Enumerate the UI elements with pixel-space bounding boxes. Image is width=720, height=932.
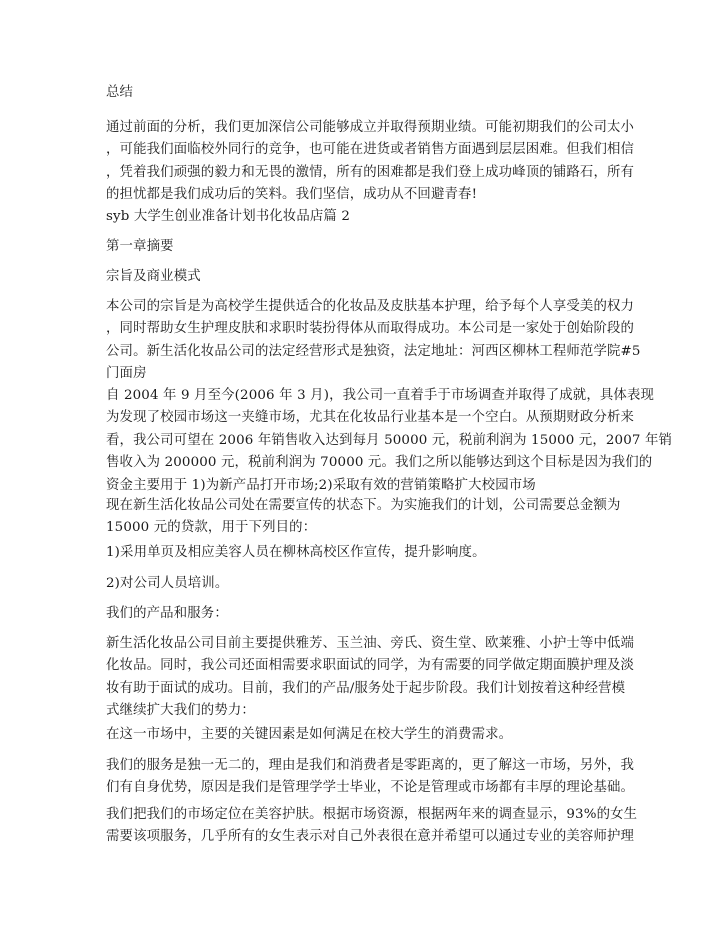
- purpose-item-2: [106, 573, 228, 595]
- text-line: 新生活化妆品公司目前主要提供雅芳、玉兰油、旁氏、资生堂、欧莱雅、小护士等中低端: [106, 636, 635, 651]
- text-line: 为发现了校园市场这一夹缝市场，尤其在化妆品行业基本是一个空白。从预期财政分析来: [106, 410, 635, 426]
- text-line: 通过前面的分析，我们更加深信公司能够成立并取得预期业绩。可能初期我们的公司太小: [106, 120, 635, 135]
- text-line: 门面房: [106, 366, 147, 382]
- text-line: 我们的产品和服务：: [106, 606, 228, 621]
- text-line: 我们的服务是独一无二的，理由是我们和消费者是零距离的，更了解这一市场，另外，我: [106, 758, 635, 773]
- heading-summary: [106, 82, 133, 104]
- service-body: [106, 755, 634, 800]
- text-line: 我们把我们的市场定位在美容护肤。根据市场资源，根据两年来的调查显示，93%的女生: [106, 807, 638, 822]
- history-body: [106, 385, 672, 497]
- text-line: ，可能我们面临校外同行的竞争，也可能在进货或者销售方面遇到层层困难。但我们相信: [106, 142, 635, 158]
- text-line: 需要该项服务，几乎所有的女生表示对自己外表很在意并希望可以通过专业的美容师护理: [106, 829, 635, 845]
- text-line: 总结: [106, 85, 134, 100]
- positioning-body: [106, 804, 637, 849]
- purpose-item-1: [106, 542, 486, 564]
- products-body: [106, 633, 634, 723]
- text-line: 第一章摘要: [106, 239, 174, 254]
- article-title: [106, 206, 350, 228]
- text-line: ，凭着我们顽强的毅力和无畏的激情，所有的困难都是我们登上成功峰顶的铺路石，所有: [106, 164, 635, 180]
- purpose-body: [106, 296, 641, 386]
- funding-body: [106, 495, 621, 540]
- chapter-heading: [106, 236, 174, 258]
- text-line: 本公司的宗旨是为高校学生提供适合的化妆品及皮肤基本护理，给予每个人享受美的权力: [106, 299, 635, 314]
- text-line: 化妆品。同时，我公司还面相需要求职面试的同学，为有需要的同学做定期面膜护理及淡: [106, 658, 635, 674]
- summary-body: [106, 117, 634, 207]
- section-heading-purpose: [106, 266, 201, 288]
- text-line: 的担忧都是我们成功后的笑料。我们坚信，成功从不回避青春!: [106, 187, 478, 203]
- text-line: ，同时帮助女生护理皮肤和求职时装扮得体从而取得成功。本公司是一家处于创始阶段的: [106, 321, 635, 337]
- text-line: 宗旨及商业模式: [106, 269, 201, 284]
- text-line: 2)对公司人员培训。: [106, 576, 229, 591]
- text-line: 现在新生活化妆品公司处在需要宣传的状态下。为实施我们的计划，公司需要总金额为: [106, 498, 621, 513]
- text-line: 1)采用单页及相应美容人员在柳林高校区作宣传，提升影响度。: [106, 545, 486, 560]
- text-line: 看，我公司可望在 2006 年销售收入达到每月 50000 元，税前利润为 15000 元，2007 年销: [106, 432, 673, 448]
- text-line: 资金主要用于 1)为新产品打开市场;2)采取有效的营销策略扩大校园市场: [106, 477, 536, 493]
- text-line: 们有自身优势，原因是我们是管理学学士毕业，不论是管理或市场都有丰厚的理论基础。: [106, 780, 635, 796]
- products-heading: [106, 603, 228, 625]
- text-line: syb 大学生创业准备计划书化妆品店篇 2: [106, 209, 351, 224]
- market-factor: [106, 724, 512, 746]
- text-line: 15000 元的贷款，用于下列目的：: [106, 520, 317, 536]
- text-line: 公司。新生活化妆品公司的法定经营形式是独资，法定地址：河西区柳林工程师范学院#5: [106, 343, 641, 359]
- text-line: 在这一市场中，主要的关键因素是如何满足在校大学生的消费需求。: [106, 727, 513, 742]
- text-line: 式继续扩大我们的势力：: [106, 703, 255, 719]
- text-line: 自 2004 年 9 月至今(2006 年 3 月)，我公司一直着手于市场调查并取得了成就，具体表现: [106, 388, 655, 403]
- text-line: 售收入为 200000 元，税前利润为 70000 元。我们之所以能够达到这个目标是因为我们的: [106, 455, 653, 471]
- text-line: 妆有助于面试的成功。目前，我们的产品/服务处于起步阶段。我们计划按着这种经营模: [106, 680, 626, 696]
